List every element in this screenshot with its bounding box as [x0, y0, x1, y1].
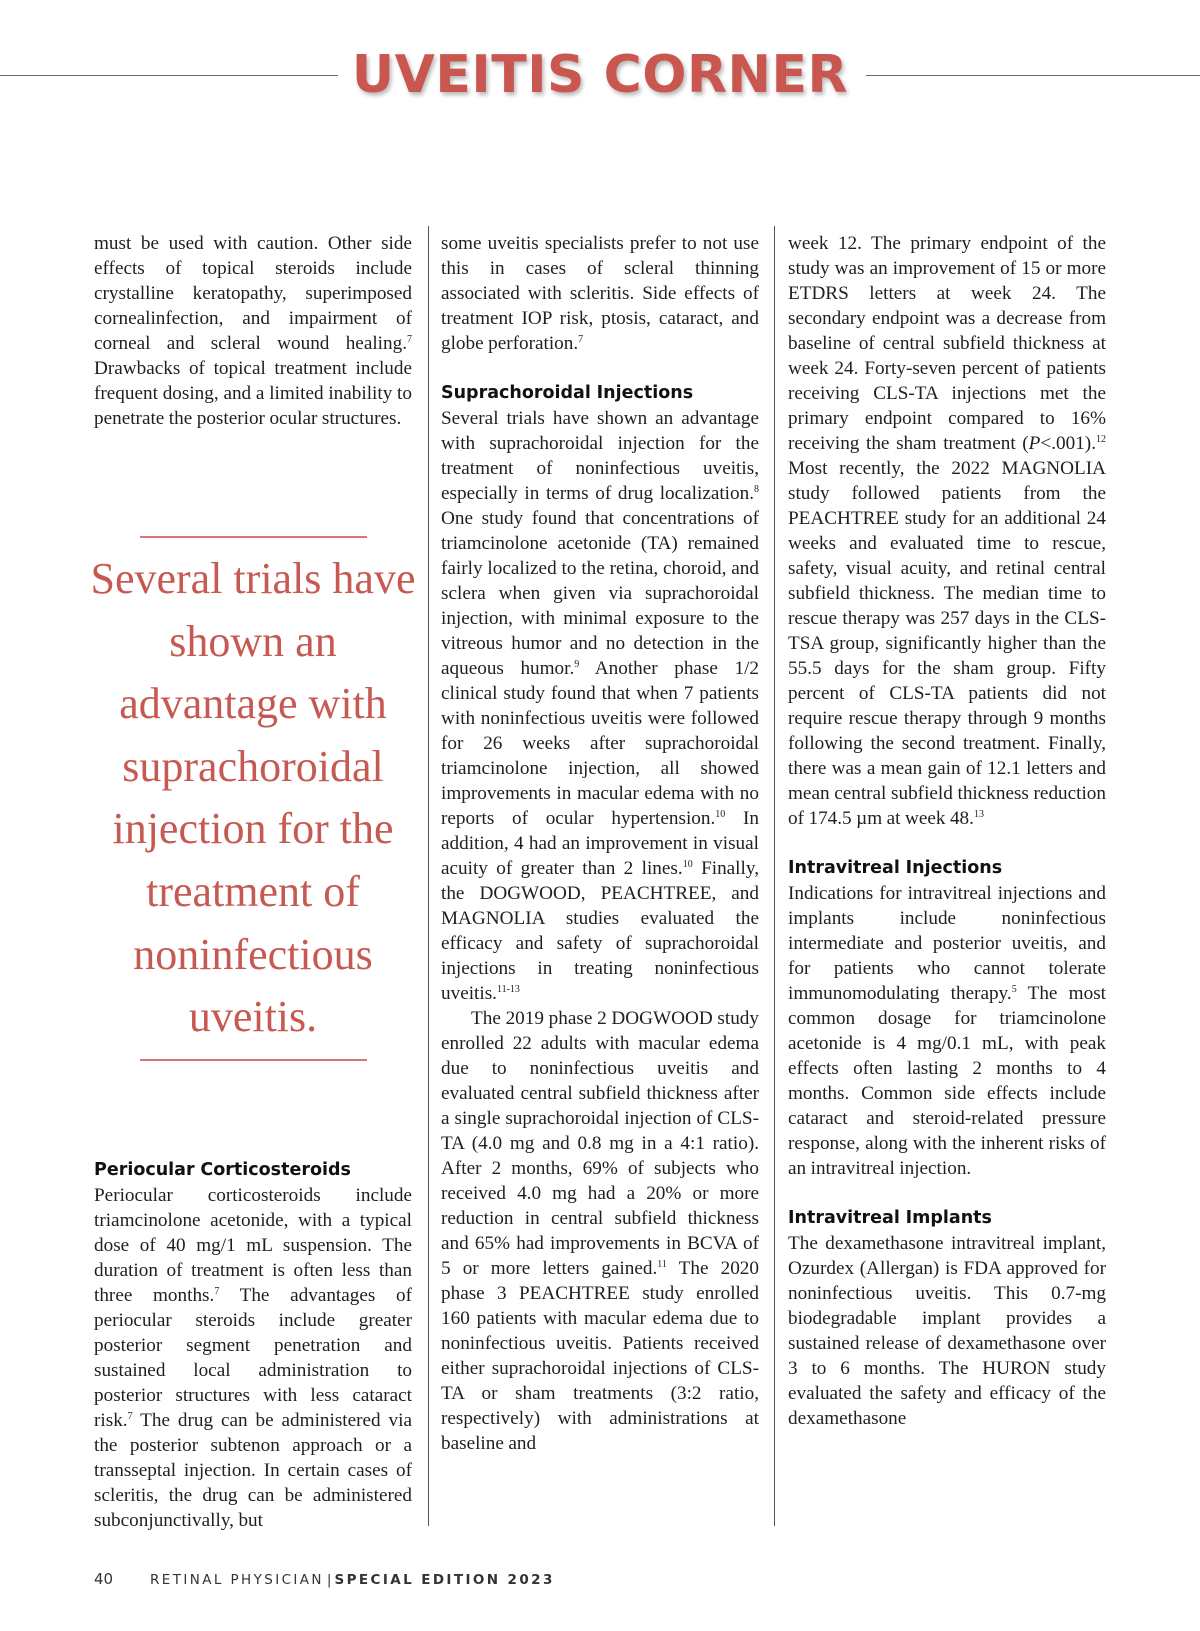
article-column-1: [94, 231, 412, 431]
citation: 12: [1096, 434, 1106, 445]
pull-quote-rule-bottom: [140, 1059, 367, 1061]
citation: 11-13: [496, 984, 520, 995]
paragraph: Several trials have shown an advantage with suprachoroidal injection for the treatment of noninfectious uveitis, especially in terms of drug localization.$^8$ One study found that concentrations of triamcinolone acetonide (TA) remained fairly localized to the retina, choroid, and sclera when given via suprachoroidal injection, with minimal exposure to the vitreous humor and no detection in the aqueous humor.$^9$ Another phase 1/2 clinical study found that when 7 patients with noninfectious uveitis were followed for 26 weeks after suprachoroidal triamcinolone injection, all showed improvements in macular edema with no reports of ocular hypertension.$^{10}$ In addition, 4 had an improvement in visual acuity of greater than 2 lines.$^{10}$ Finally, the DOGWOOD, PEACHTREE, and MAGNOLIA studies evaluated the efficacy and safety of suprachoroidal injections in treating noninfectious uveitis.$^{11-13}$: [441, 408, 760, 1004]
page-number: 40: [94, 1570, 114, 1588]
article-column-1-lower: [94, 1158, 412, 1533]
column-divider: [428, 226, 429, 1526]
footer-separator: |: [326, 1572, 332, 1588]
section-heading: Intravitreal Injections: [788, 858, 1003, 878]
citation: 7: [578, 334, 584, 345]
paragraph: some uveitis specialists prefer to not use this in cases of scleral thinning associated with scleritis. Side effects of treatment IOP risk, ptosis, cataract, and globe perforation.$^7$: [441, 233, 759, 354]
citation: 10: [682, 859, 693, 870]
paragraph: The 2019 phase 2 DOGWOOD study enrolled 22 adults with macular edema due to noninfectious uveitis and evaluated central subfield thickness after a single suprachoroidal injection of CLS-TA (4.0 mg and 0.8 mg in a 4:1 ratio). After 2 months, 69% of subjects who received 4.0 mg had a 20% or more reduction in central subfield thickness and 65% had improvements in BCVA of 5 or more letters gained.$^{11}$ The 2020 phase 3 PEACHTREE study enrolled 160 patients with macular edema due to noninfectious uveitis. Patients received either suprachoroidal injections of CLS-TA or sham treatments (3:2 ratio, respectively) with administrations at baseline and: [441, 1008, 759, 1454]
page-footer: [94, 1570, 555, 1588]
paragraph: Indications for intravitreal injections and implants include noninfectious intermediate and posterior uveitis, and for patients who cannot tolerate immunomodulating therapy.$^5$ The most common dosage for triamcinolone acetonide is 4 mg/0.1 mL, with peak effects often lasting 2 months to 4 months. Common side effects include cataract and steroid-related pressure response, along with the inherent risks of an intravitreal injection.: [788, 883, 1106, 1179]
citation: 7: [407, 334, 412, 345]
pull-quote: Several trials have shown an advantage with suprachoroidal injection for the treatment of noninfectious uveitis.: [90, 554, 416, 1042]
citation: 5: [1011, 984, 1017, 995]
paragraph: must be used with caution. Other side effects of topical steroids include crystalline keratopathy, superimposed cornealinfection, and impairment of corneal and scleral wound healing.$^7$ Drawbacks of topical treatment include frequent dosing, and a limited inability to penetrate the posterior ocular structures.: [94, 233, 412, 429]
magazine-name: RETINAL PHYSICIAN: [150, 1572, 324, 1588]
edition-label: SPECIAL EDITION 2023: [334, 1572, 555, 1588]
article-column-3: [788, 231, 1106, 1431]
paragraph: week 12. The primary endpoint of the study was an improvement of 15 or more ETDRS letters at week 24. The secondary endpoint was a decrease from baseline of central subfield thickness at week 24. Forty-seven percent of patients receiving CLS-TA injections met the primary endpoint compared to 16% receiving the sham treatment (P<.001).$^{12}$ Most recently, the 2022 MAGNOLIA study followed patients from the PEACHTREE study for an additional 24 weeks and evaluated time to rescue, safety, visual acuity, and retinal central subfield thickness. The median time to rescue therapy was 257 days in the CLS-TSA group, significantly higher than the 55.5 days for the sham group. Fifty percent of CLS-TA patients did not require rescue therapy through 9 months following the second treatment. Finally, there was a mean gain of 12.1 letters and mean central subfield thickness reduction of 174.5 µm at week 48.13: [788, 233, 1106, 829]
section-title: UVEITIS CORNER: [351, 45, 849, 105]
citation: 9: [574, 659, 580, 670]
citation: 7: [214, 1286, 220, 1297]
citation: 11: [657, 1259, 667, 1270]
column-divider: [774, 226, 775, 1526]
citation: 13: [973, 809, 984, 820]
pull-quote-rule-top: [140, 536, 367, 538]
citation: 7: [127, 1411, 133, 1422]
section-heading: Intravitreal Implants: [788, 1208, 992, 1228]
article-column-2: [441, 231, 759, 1456]
paragraph: Periocular corticosteroids include triamcinolone acetonide, with a typical dose of 40 mg/1 mL suspension. The duration of treatment is often less than three months.$^7$ The advantages of periocular steroids include greater posterior segment penetration and sustained local administration to posterior structures with less cataract risk.$^7$ The drug can be administered via the posterior subtenon approach or a transseptal injection. In certain cases of scleritis, the drug can be administered subconjunctivally, but: [94, 1185, 412, 1531]
citation: 8: [754, 484, 759, 495]
section-heading: Periocular Corticosteroids: [94, 1160, 351, 1180]
citation: 10: [715, 809, 726, 820]
paragraph: The dexamethasone intravitreal implant, Ozurdex (Allergan) is FDA approved for noninfectious uveitis. This 0.7-mg biodegradable implant provides a sustained release of dexamethasone over 3 to 6 months. The HURON study evaluated the safety and efficacy of the dexamethasone: [788, 1233, 1106, 1429]
section-heading: Suprachoroidal Injections: [441, 383, 694, 403]
